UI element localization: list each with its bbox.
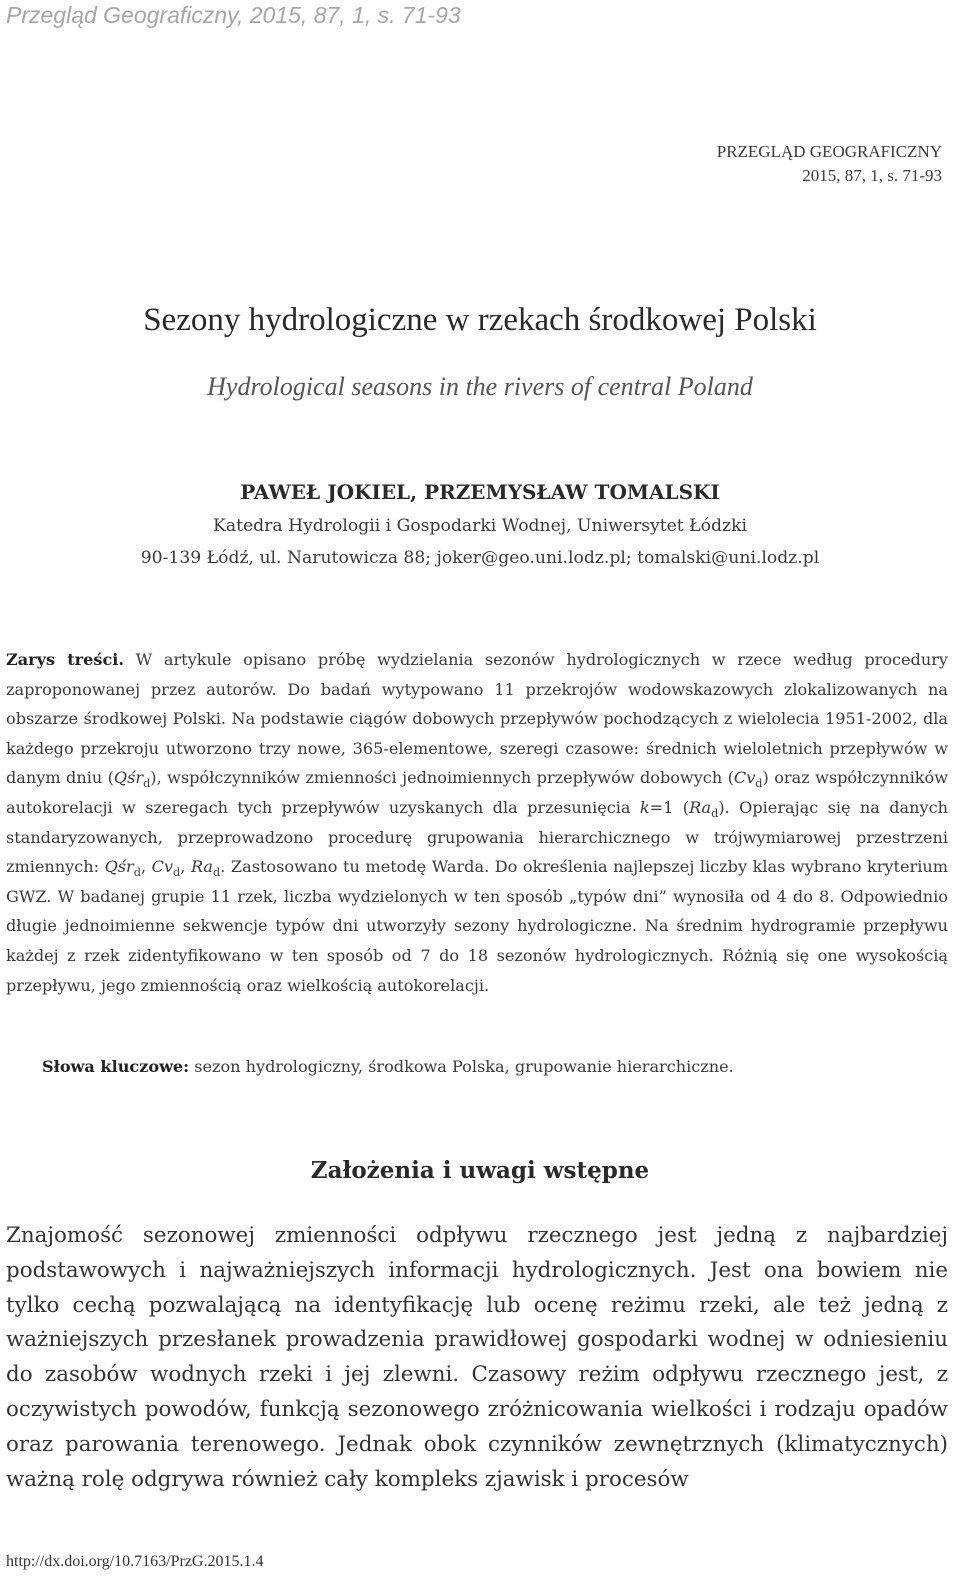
symbol-qsr: Qśr [104, 857, 134, 877]
abstract-text: Zastosowano tu metodę Warda. Do określenia najlepszej liczby klas wybrano kryterium GWZ. W badanej grupie 11 rzek, liczba wydzielonych w ten sposób „typów dni” wynosiła od 4 do 8. Odpowiednio długie jednoimienne sekwencje typów dni utworzyły sezony hydrologiczne. Na średnim hydrogramie przepływu każdej z rzek zidentyfikowano w ten sposób od 7 do 18 sezonów hydrologicznych. Różnią się one wysokością przepływu, jego zmiennością oraz wielkością autokorelacji. [6, 857, 948, 995]
subscript-d: d [755, 777, 763, 791]
symbol-ra: Ra [190, 857, 214, 877]
journal-name: PRZEGLĄD GEOGRAFICZNY [716, 142, 942, 161]
abstract-text: W artykule opisano próbę wydzielania sezonów hydrologicznych w rzece według procedury zaproponowanej przez autorów. Do badań wytypowano 11 przekrojów wodowskazowych zlokalizowanych na obszarze środkowej Polski. Na podstawie ciągów dobowych przepływów pochodzących z wielolecia 1951-2002, dla każdego przekroju utworzono trzy nowe, 365-elementowe, szeregi czasowe: średnich wieloletnich przepływów w danym dniu ( [6, 650, 949, 788]
abstract-text: =1 ( [649, 797, 690, 817]
article-title: Sezony hydrologiczne w rzekach środkowej Polski [143, 302, 817, 338]
subscript-d: d [173, 866, 181, 880]
subscript-d: d [711, 806, 719, 820]
abstract-text: ). Opierając się na danych standaryzowanych, przeprowadzono procedurę grupowania hierarchicznego w trójwymiarowej przestrzeni zmiennych: [6, 797, 948, 877]
abstract-label: Zarys treści. [6, 650, 124, 669]
subscript-d: d [213, 866, 221, 880]
abstract-text: ) oraz współczynników autokorelacji w szeregach tych przepływów uzyskanych dla przesunięcia [6, 768, 949, 817]
affiliation-line-1: Katedra Hydrologii i Gospodarki Wodnej, Uniwersytet Łódzki [212, 516, 747, 536]
abstract: Zarys treści. W artykule opisano próbę wydzielania sezonów hydrologicznych w rzece według procedury zaproponowanej przez autorów. Do badań wytypowano 11 przekrojów wodowskazowych zlokalizowanych na obszarze środkowej Polski. Na podstawie ciągów dobowych przepływów pochodzących z wielolecia 1951-2002, dla każdego przekroju utworzono trzy nowe, 365-elementowe, szeregi czasowe: średnich wieloletnich przepływów w danym dniu (Qśr$_d$), współczynników zmienności jednoimiennych przepływów dobowych $(Cv_d)$ oraz współczynników autokorelacji w szeregach tych przepływów uzyskanych dla przesunięcia k=1 $(Ra_d)$. Opierając się na danych standaryzowanych, przeprowadzono procedurę grupowania hierarchicznego w trójwymiarowej przestrzeni zmiennych: Qśr$_d$, $Cv_d$, $Ra_d$. Zastosowano tu metodę Warda. Do określenia najlepszej liczby klas wybrano kryterium GWZ. W badanej grupie 11 rzek, liczba wydzielonych w ten sposób „typów dni” wynosiła od 4 do 8. Odpowiednio długie jednoimienne sekwencje typów dni utworzyły sezony hydrologiczne. Na średnim hydrogramie przepływu każdej z rzek zidentyfikowano w ten sposób od 7 do 18 sezonów hydrologicznych. Różnią się one wysokością przepływu, jego zmiennością oraz wielkością autokorelacji. [6, 650, 949, 995]
symbol-qsr: Qśr [113, 768, 144, 788]
symbol-k: k [639, 797, 650, 817]
keywords [42, 1052, 952, 1082]
article-subtitle: Hydrological seasons in the rivers of central Poland [207, 372, 753, 401]
section-paragraph: Znajomość sezonowej zmienności odpływu rzecznego jest jedną z najbardziej podstawowych i najważniejszych informacji hydrologicznych. Jest ona bowiem nie tylko cechą pozwalającą na identyfikację lub ocenę reżimu rzeki, ale też jedną z ważniejszych przesłanek prowadzenia prawidłowej gospodarki wodnej w odniesieniu do zasobów wodnych rzeki i jej zlewni. Czasowy reżim odpływu rzecznego jest, z oczywistych powodów, funkcją sezonowego zróżnicowania wielkości i rodzaju opadów oraz parowania terenowego. Jednak obok czynników zewnętrznych (klimatycznych) ważną rolę odgrywa również cały kompleks zjawisk i procesów [6, 1223, 948, 1492]
keywords-label: Słowa kluczowe: [42, 1057, 190, 1076]
journal-header [717, 140, 942, 188]
keywords-text: sezon hydrologiczny, środkowa Polska, grupowanie hierarchiczne. [194, 1057, 734, 1076]
symbol-cv: Cv [151, 857, 174, 877]
watermark-citation: Przegląd Geograficzny, 2015, 87, 1, s. 71-93 [6, 2, 461, 28]
article-authors: PAWEŁ JOKIEL, PRZEMYSŁAW TOMALSKI [240, 480, 720, 504]
symbol-cv: Cv [733, 768, 756, 788]
subscript-d: d [143, 777, 151, 791]
affiliation-line-2: 90-139 Łódź, ul. Narutowicza 88; joker@geo.uni.lodz.pl; tomalski@uni.lodz.pl [140, 548, 820, 568]
subscript-d: d [133, 866, 141, 880]
section-heading: Założenia i uwagi wstępne [310, 1157, 650, 1184]
abstract-text: ), współczynników zmienności jednoimiennych przepływów dobowych ( [150, 768, 734, 788]
doi-link[interactable]: http://dx.doi.org/10.7163/PrzG.2015.1.4 [6, 1553, 264, 1570]
symbol-ra: Ra [689, 797, 712, 817]
journal-issue: 2015, 87, 1, s. 71-93 [802, 166, 942, 185]
